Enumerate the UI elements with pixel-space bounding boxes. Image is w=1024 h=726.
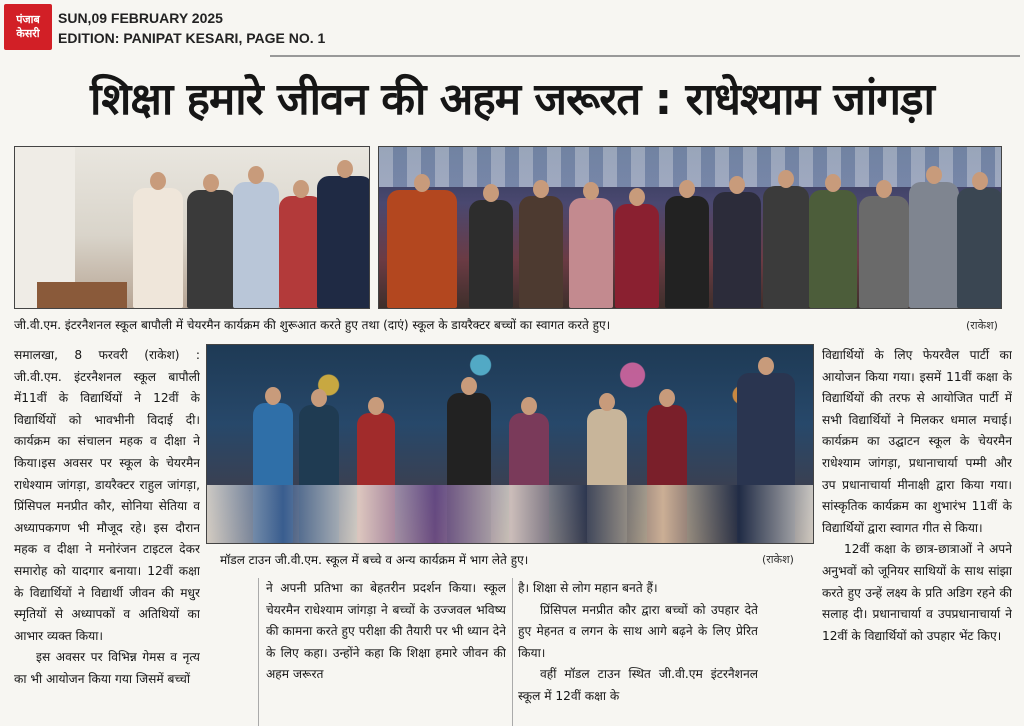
- article-column-4: [822, 345, 1012, 725]
- paragraph: समालखा, 8 फरवरी (राकेश) : जी.वी.एम. इंटरनैशनल स्कूल बापौली में11वीं के विद्यार्थियों ने 12वीं के विद्यार्थियों को भावभीनी विदाई दी। कार्यक्रम का संचालन महक व दीक्षा ने किया।इस अवसर पर स्कूल के चेयरमैन राधेश्याम जांगड़ा, डायरैक्टर राहुल जांगड़ा, प्रिंसिपल मनप्रीत कौर, सोनिया सेतिया व अध्यापकगण भी मौजूद रहे। इस दौरान महक व दीक्षा ने मनोरंजन टाइटल देकर समारोह को यादगार बनाया। 12वीं कक्षा के विद्यार्थियों ने विद्यार्थी जीवन की मधुर स्मृतियों से अध्यापकों व अतिथियों का आभार व्यक्त किया।: [14, 348, 200, 643]
- paragraph: 12वीं कक्षा के छात्र-छात्राओं ने अपने अनुभवों को जूनियर साथियों के साथ सांझा करते हुए उन्हें लक्ष्य के प्रति अडिग रहने की सलाह दी। प्रधानाचार्या व उपप्रधानाचार्या ने 12वीं के विद्यार्थियों को उपहार भेंट किए।: [822, 542, 1012, 643]
- photo-inauguration: [14, 146, 370, 309]
- article-column-1: [14, 345, 200, 725]
- paragraph: वहीं मॉडल टाउन स्थित जी.वी.एम इंटरनैशनल स्कूल में 12वीं कक्षा के: [518, 667, 758, 703]
- column-divider: [512, 578, 513, 726]
- caption-top: जी.वी.एम. इंटरनैशनल स्कूल बापौली में चेयरमैन कार्यक्रम की शुरूआत करते हुए तथा (दाएं) स्कूल के डायरैक्टर बच्चों का स्वागत करते हुए।: [14, 318, 611, 332]
- photo-welcome: [378, 146, 1002, 309]
- issue-date: SUN,09 FEBRUARY 2025: [58, 10, 223, 26]
- caption-middle: मॉडल टाउन जी.वी.एम. स्कूल में बच्चे व अन्य कार्यक्रम में भाग लेते हुए।: [220, 553, 529, 567]
- column-divider: [258, 578, 259, 726]
- photo-credit-top: (राकेश): [966, 319, 998, 332]
- photo-credit-middle: (राकेश): [762, 553, 794, 566]
- paragraph: इस अवसर पर विभिन्न गेमस व नृत्य का भी आयोजन किया गया जिसमें बच्चों: [14, 650, 200, 686]
- paragraph: ने अपनी प्रतिभा का बेहतरीन प्रदर्शन किया। स्कूल चेयरमैन राधेश्याम जांगड़ा ने बच्चों के उज्जवल भविष्य की कामना करते हुए परीक्षा की तैयारी पर भी ध्यान देने के लिए कहा। उन्होंने कहा कि शिक्षा हमारे जीवन की अहम जरूरत: [266, 581, 506, 682]
- logo-line-1: पंजाब: [16, 13, 40, 26]
- top-rule: [270, 55, 1020, 57]
- paragraph: है। शिक्षा से लोग महान बनते हैं।: [518, 581, 658, 595]
- newspaper-logo: [4, 4, 52, 50]
- headline: शिक्षा हमारे जीवन की अहम जरूरत : राधेश्याम जांगड़ा: [90, 74, 934, 125]
- article-column-3: [518, 578, 758, 726]
- masthead-meta: [58, 8, 325, 48]
- photo-group: [206, 344, 814, 544]
- paragraph: प्रिंसिपल मनप्रीत कौर द्वारा बच्चों को उपहार देते हुए मेहनत व लगन के साथ आगे बढ़ने के लिए प्रेरित किया।: [518, 602, 758, 660]
- article-column-2: [266, 578, 506, 726]
- edition-info: EDITION: PANIPAT KESARI, PAGE NO. 1: [58, 30, 326, 46]
- paragraph: विद्यार्थियों के लिए फेयरवैल पार्टी का आयोजन किया गया। इसमें 11वीं कक्षा के विद्यार्थियों की तरफ से आयोजित पार्टी में सभी विद्यार्थियों ने मिलकर धमाल मचाई। कार्यक्रम का उद्घाटन स्कूल के चेयरमैन राधेश्याम जांगड़ा, प्रधानाचार्या पम्मी और उप प्रधानाचार्या मीनाक्षी द्वारा किया गया। सांस्कृतिक कार्यक्रम का शुभारंभ 11वीं के विद्यार्थियों द्वारा स्वागत गीत से किया।: [822, 348, 1012, 535]
- logo-line-2: केसरी: [16, 27, 40, 40]
